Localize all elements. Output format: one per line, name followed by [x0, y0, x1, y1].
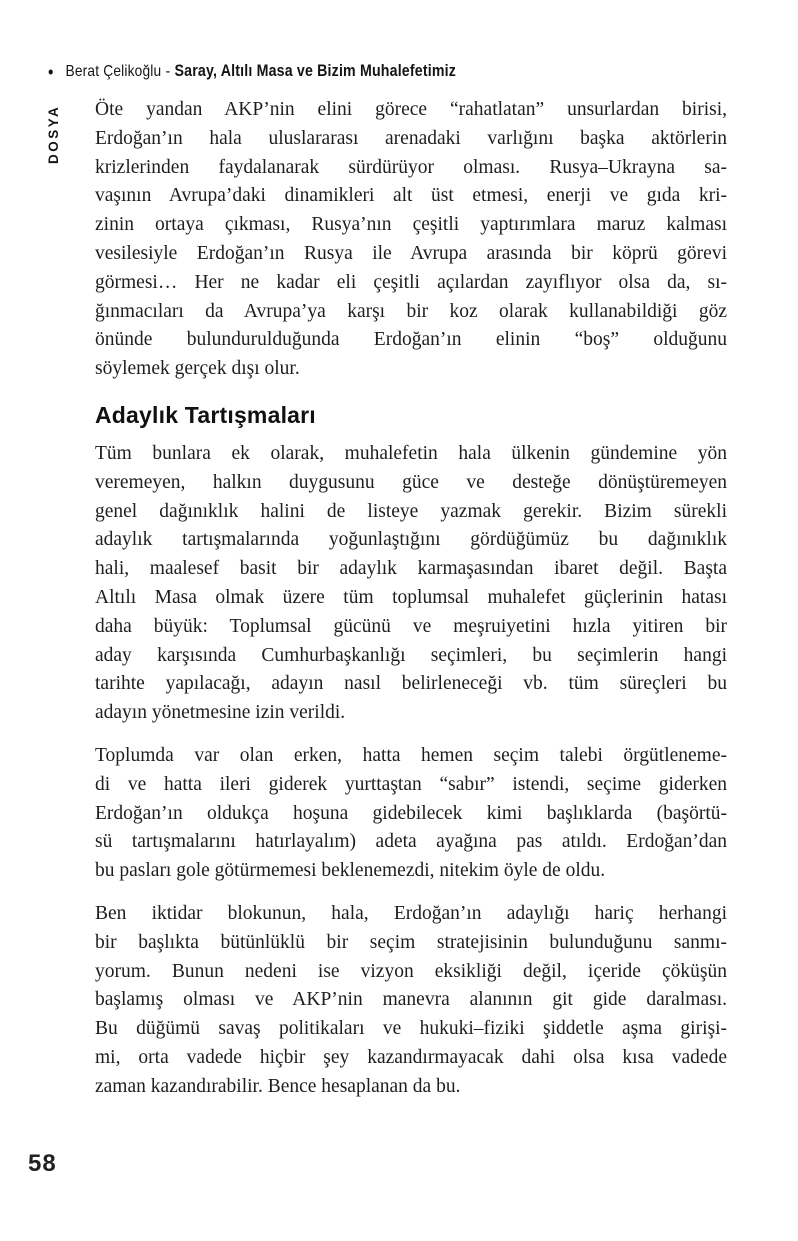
- text-line: Öte yandan AKP’nin elini görece “rahatlatan” unsurlardan birisi,: [95, 99, 727, 120]
- text-line: adaylık tartışmalarında yoğunlaştığını gördüğümüz bu dağınıklık: [95, 529, 727, 551]
- running-header: [48, 62, 456, 81]
- article-body: [95, 96, 727, 1116]
- text-line: Tüm bunlara ek olarak, muhalefetin hala ülkenin gündemine yön: [95, 442, 727, 464]
- section-label-dosya: DOSYA: [46, 104, 61, 164]
- text-line: zaman kazandırabilir. Bence hesaplanan da bu.: [95, 1075, 461, 1097]
- text-line: daha büyük: Toplumsal gücünü ve meşruiyetini hızla yitiren bir: [95, 615, 727, 637]
- paragraph: [95, 96, 727, 384]
- section-heading: Adaylık Tartışmaları: [95, 401, 316, 428]
- paragraph: [95, 742, 727, 886]
- text-line: sü tartışmalarını hatırlayalım) adeta ayağına pas atıldı. Erdoğan’dan: [95, 831, 727, 853]
- text-line: Altılı Masa olmak üzere tüm toplumsal muhalefet güçlerinin hatası: [95, 586, 727, 608]
- text-line: zinin ortaya çıkması, Rusya’nın çeşitli yaptırımlara maruz kalması: [95, 214, 727, 236]
- text-line: adayın yönetmesine izin verildi.: [95, 702, 346, 724]
- paragraph: [95, 440, 727, 728]
- text-line: Erdoğan’ın oldukça hoşuna gidebilecek kimi başlıklarda (başörtü-: [95, 802, 727, 824]
- text-line: krizlerinden faydalanarak sürdürüyor olması. Rusya–Ukrayna sa-: [95, 156, 727, 178]
- bullet-icon: •: [48, 61, 54, 82]
- text-line: Ben iktidar blokunun, hala, Erdoğan’ın adaylığı hariç herhangi: [95, 902, 727, 924]
- text-line: söylemek gerçek dışı olur.: [95, 358, 300, 380]
- author-name: Berat Çelikoğlu: [65, 62, 162, 80]
- text-line: Bu düğümü savaş politikaları ve hukuki–fiziki şiddetle aşma girişi-: [95, 1018, 727, 1040]
- text-line: aday karşısında Cumhurbaşkanlığı seçimleri, bu seçimlerin hangi: [95, 644, 727, 666]
- text-line: ğınmacıları da Avrupa’ya karşı bir koz olarak kullanabildiği göz: [95, 300, 727, 322]
- text-line: vaşının Avrupa’daki dinamikleri alt üst etmesi, enerji ve gıda kri-: [95, 185, 727, 207]
- text-line: bu pasları gole götürmemesi beklenemezdi, nitekim öyle de oldu.: [95, 860, 606, 882]
- text-line: görmesi… Her ne kadar eli çeşitli açılardan zayıflıyor olsa da, sı-: [95, 271, 727, 293]
- text-line: genel dağınıklık halini de listeye yazmak gerekir. Bizim sürekli: [95, 500, 727, 522]
- text-line: Toplumda var olan erken, hatta hemen seçim talebi örgütleneme-: [95, 744, 727, 766]
- text-line: tarihte yapılacağı, adayın nasıl belirleneceği vb. tüm süreçleri bu: [95, 673, 727, 695]
- text-line: başlamış olması ve AKP’nin manevra alanının git gide daralması.: [95, 989, 727, 1011]
- text-line: hali, maalesef basit bir adaylık karmaşasından ibaret değil. Başta: [95, 558, 727, 580]
- page-number: 58: [28, 1150, 57, 1177]
- book-title: Saray, Altılı Masa ve Bizim Muhalefetimiz: [174, 62, 457, 80]
- text-line: mi, orta vadede hiçbir şey kazandırmayacak dahi olsa kısa vadede: [95, 1046, 727, 1068]
- text-line: vesilesiyle Erdoğan’ın Rusya ile Avrupa arasında bir köprü görevi: [95, 242, 727, 264]
- text-line: önünde bulundurulduğunda Erdoğan’ın elinin “boş” olduğunu: [95, 329, 727, 351]
- paragraph: [95, 900, 727, 1102]
- text-line: veremeyen, halkın duygusunu güce ve desteğe dönüştüremeyen: [95, 471, 727, 493]
- text-line: Erdoğan’ın hala uluslararası arenadaki varlığını başka aktörlerin: [95, 127, 727, 149]
- header-separator: -: [165, 62, 171, 80]
- text-line: yorum. Bunun nedeni ise vizyon eksikliği değil, içeride çöküşün: [95, 960, 727, 982]
- text-line: di ve hatta ileri giderek yurttaştan “sabır” istendi, seçime giderken: [95, 773, 727, 795]
- text-line: bir başlıkta bütünlüklü bir seçim stratejisinin bulunduğunu sanmı-: [95, 931, 727, 953]
